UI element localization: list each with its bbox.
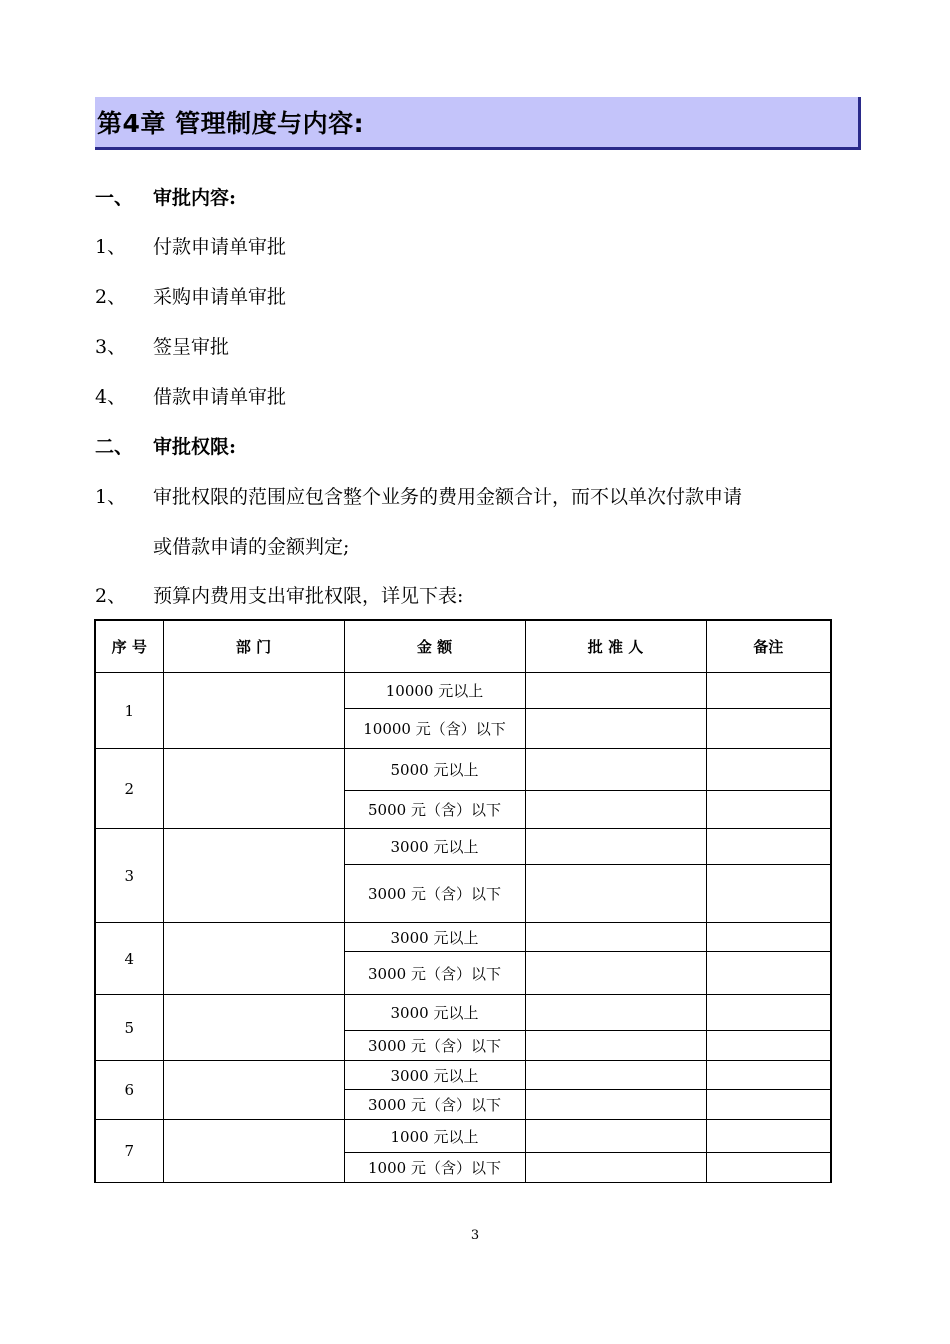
item-number: 1、 [95, 486, 127, 508]
amount-cell: 3000 元以上 [344, 995, 525, 1031]
seq-cell: 7 [95, 1120, 163, 1183]
amount-cell: 1000 元以上 [344, 1120, 525, 1153]
table-header-row [95, 620, 831, 673]
header-approver: 批 准 人 [525, 620, 706, 673]
approver-cell [525, 709, 706, 749]
remarks-cell [706, 709, 831, 749]
approver-cell [525, 1031, 706, 1061]
item-number: 2、 [95, 585, 127, 607]
table-row [95, 1061, 831, 1090]
table-row [95, 829, 831, 865]
item-text: 签呈审批 [153, 336, 230, 358]
department-cell [163, 923, 344, 995]
remarks-cell [706, 1153, 831, 1183]
table-row [95, 749, 831, 791]
amount-cell: 1000 元（含）以下 [344, 1153, 525, 1183]
amount-cell: 3000 元（含）以下 [344, 952, 525, 995]
table-row [95, 995, 831, 1031]
approver-cell [525, 1153, 706, 1183]
seq-cell: 4 [95, 923, 163, 995]
seq-cell: 5 [95, 995, 163, 1061]
item-text: 审批权限的范围应包含整个业务的费用金额合计，而不以单次付款申请 [153, 486, 743, 508]
remarks-cell [706, 865, 831, 923]
approver-cell [525, 791, 706, 829]
section-number: 二、 [95, 436, 134, 458]
remarks-cell [706, 1090, 831, 1120]
amount-cell: 3000 元以上 [344, 829, 525, 865]
seq-cell: 3 [95, 829, 163, 923]
remarks-cell [706, 1031, 831, 1061]
approver-cell [525, 923, 706, 952]
amount-cell: 5000 元（含）以下 [344, 791, 525, 829]
item-text: 付款申请单审批 [153, 236, 287, 258]
section-title: 审批权限: [153, 436, 237, 458]
item-text: 借款申请单审批 [153, 386, 287, 408]
approver-cell [525, 865, 706, 923]
table-row [95, 923, 831, 952]
item-number: 2、 [95, 286, 127, 308]
department-cell [163, 1120, 344, 1183]
remarks-cell [706, 1061, 831, 1090]
table-row [95, 1120, 831, 1153]
approver-cell [525, 749, 706, 791]
remarks-cell [706, 749, 831, 791]
approver-cell [525, 1120, 706, 1153]
department-cell [163, 749, 344, 829]
amount-cell: 5000 元以上 [344, 749, 525, 791]
approver-cell [525, 829, 706, 865]
remarks-cell [706, 995, 831, 1031]
amount-cell: 3000 元（含）以下 [344, 865, 525, 923]
seq-cell: 6 [95, 1061, 163, 1120]
item-text: 预算内费用支出审批权限，详见下表: [153, 585, 464, 607]
remarks-cell [706, 829, 831, 865]
header-department: 部 门 [163, 620, 344, 673]
department-cell [163, 1061, 344, 1120]
chapter-heading [95, 97, 861, 150]
remarks-cell [706, 952, 831, 995]
amount-cell: 3000 元（含）以下 [344, 1031, 525, 1061]
remarks-cell [706, 923, 831, 952]
header-remarks: 备注 [706, 620, 831, 673]
header-seq: 序 号 [95, 620, 163, 673]
item-text-continued: 或借款申请的金额判定; [153, 536, 350, 558]
approver-cell [525, 673, 706, 709]
approver-cell [525, 1090, 706, 1120]
table-row [95, 673, 831, 709]
remarks-cell [706, 673, 831, 709]
section-title: 审批内容: [153, 187, 237, 209]
department-cell [163, 995, 344, 1061]
page-number: 3 [470, 1228, 480, 1243]
section-number: 一、 [95, 187, 134, 209]
amount-cell: 3000 元（含）以下 [344, 1090, 525, 1120]
amount-cell: 10000 元以上 [344, 673, 525, 709]
header-amount: 金 额 [344, 620, 525, 673]
item-number: 3、 [95, 336, 127, 358]
seq-cell: 1 [95, 673, 163, 749]
seq-cell: 2 [95, 749, 163, 829]
department-cell [163, 673, 344, 749]
approver-cell [525, 995, 706, 1031]
item-number: 4、 [95, 386, 127, 408]
amount-cell: 10000 元（含）以下 [344, 709, 525, 749]
item-number: 1、 [95, 236, 127, 258]
approver-cell [525, 952, 706, 995]
remarks-cell [706, 1120, 831, 1153]
amount-cell: 3000 元以上 [344, 923, 525, 952]
approver-cell [525, 1061, 706, 1090]
approval-authority-table [94, 619, 832, 1183]
remarks-cell [706, 791, 831, 829]
chapter-title: 第4章 管理制度与内容: [97, 109, 365, 138]
department-cell [163, 829, 344, 923]
item-text: 采购申请单审批 [153, 286, 287, 308]
amount-cell: 3000 元以上 [344, 1061, 525, 1090]
